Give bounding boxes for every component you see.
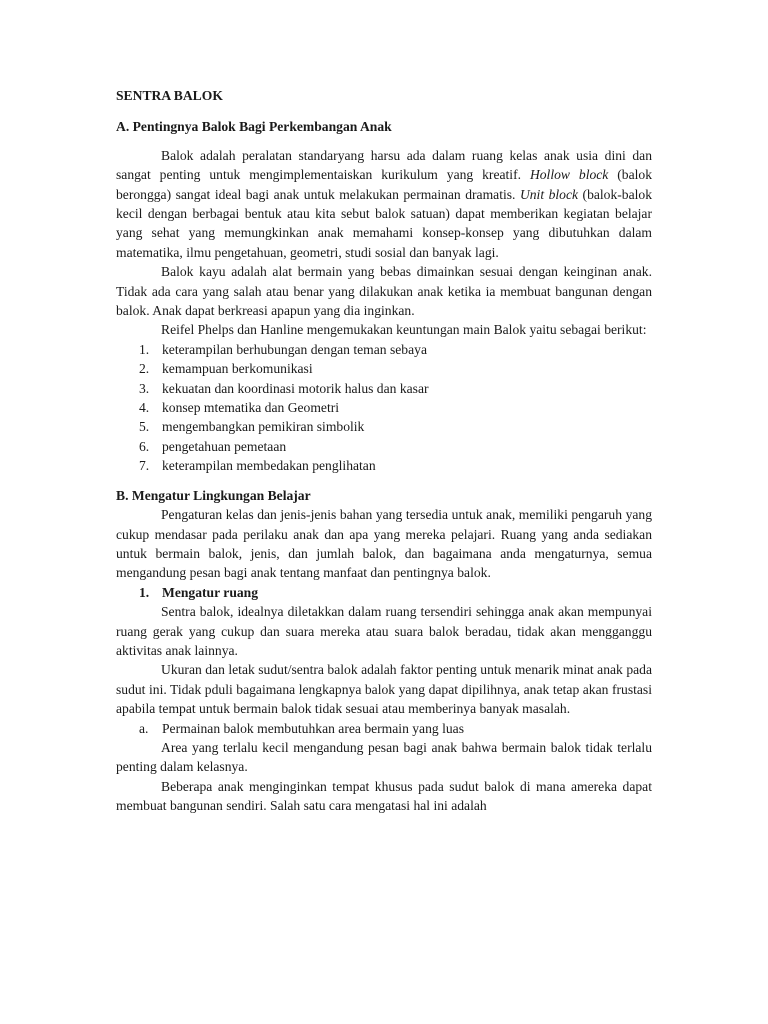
section-a-paragraph-1: Balok adalah peralatan standaryang harsu ada dalam ruang kelas anak usia dini dan sangat penting untuk mengimplementaiskan kurikulum yang kreatif. Hollow block (balok berongga) sangat ideal bagi anak untuk melakukan permainan dramatis. Unit block (balok-balok kecil dengan berbagai bentuk atau kita sebut balok satuan) dapat memberikan kegiatan belajar yang sehat yang memungkinkan anak memahami konsep-konsep yang dibutuhkan dalam matematika, ilmu pengetahuan, geometri, studi sosial dan banyak lagi. bbox=[116, 147, 652, 260]
subsection-1-heading: 1. Mengatur ruang bbox=[139, 584, 259, 600]
subsection-1-paragraph-3: Area yang terlalu kecil mengandung pesan bagi anak bahwa bermain balok tidak terlalu penting dalam kelasnya. bbox=[116, 739, 652, 775]
subsection-1-paragraph-4: Beberapa anak menginginkan tempat khusus pada sudut balok di mana amereka dapat membuat bangunan sendiri. Salah satu cara mengatasi hal ini adalah bbox=[116, 778, 652, 814]
document-page bbox=[116, 86, 652, 816]
document-title: SENTRA BALOK bbox=[116, 88, 223, 103]
list-item: 6. pengetahuan pemetaan bbox=[139, 438, 287, 454]
section-a-heading: A. Pentingnya Balok Bagi Perkembangan Anak bbox=[116, 119, 392, 135]
subsection-1-item-a: a. Permainan balok membutuhkan area bermain yang luas bbox=[139, 720, 464, 736]
section-b-paragraph-1: Pengaturan kelas dan jenis-jenis bahan yang tersedia untuk anak, memiliki pengaruh yang cukup mendasar pada perilaku anak dan apa yang mereka pelajari. Ruang yang anda sediakan untuk bermain balok, jenis, dan jumlah balok, dan bagaimana anda mengaturnya, semua mengandung pesan bagi anak tentang manfaat dan pentingnya balok. bbox=[116, 507, 652, 581]
list-item: 7. keterampilan membedakan penglihatan bbox=[139, 458, 376, 474]
list-item: 2. kemampuan berkomunikasi bbox=[139, 361, 313, 377]
section-b-heading: B. Mengatur Lingkungan Belajar bbox=[116, 487, 311, 503]
unit-block-term: Unit block bbox=[519, 186, 579, 202]
benefits-list bbox=[116, 340, 652, 476]
list-item: 3. kekuatan dan koordinasi motorik halus dan kasar bbox=[139, 380, 429, 396]
list-item: 4. konsep mtematika dan Geometri bbox=[139, 400, 340, 416]
hollow-block-term: Hollow block bbox=[529, 167, 609, 183]
list-item: 1. keterampilan berhubungan dengan teman sebaya bbox=[139, 341, 427, 357]
section-a-paragraph-3: Reifel Phelps dan Hanline mengemukakan keuntungan main Balok yaitu sebagai berikut: bbox=[161, 322, 647, 338]
section-a-paragraph-2: Balok kayu adalah alat bermain yang bebas dimainkan sesuai dengan keinginan anak. Tidak ada cara yang salah atau benar yang dilakukan anak ketika ia membuat bangunan dengan balok. Anak dapat berkreasi apapun yang dia inginkan. bbox=[116, 264, 652, 319]
subsection-1-paragraph-1: Sentra balok, idealnya diletakkan dalam ruang tersendiri sehingga anak akan mempunyai ruang gerak yang cukup dan suara mereka atau suara balok beradau, tidak akan mengganggu aktivitas anak lainnya. bbox=[116, 604, 652, 658]
list-item: 5. mengembangkan pemikiran simbolik bbox=[139, 419, 365, 435]
subsection-1-paragraph-2: Ukuran dan letak sudut/sentra balok adalah faktor penting untuk menarik minat anak pada sudut ini. Tidak pduli bagaimana lengkapnya balok yang dapat dipilihnya, anak tetap akan frustasi apabila tempat untuk bermain balok tidak sesuai atau memberinya banyak masalah. bbox=[116, 662, 652, 717]
